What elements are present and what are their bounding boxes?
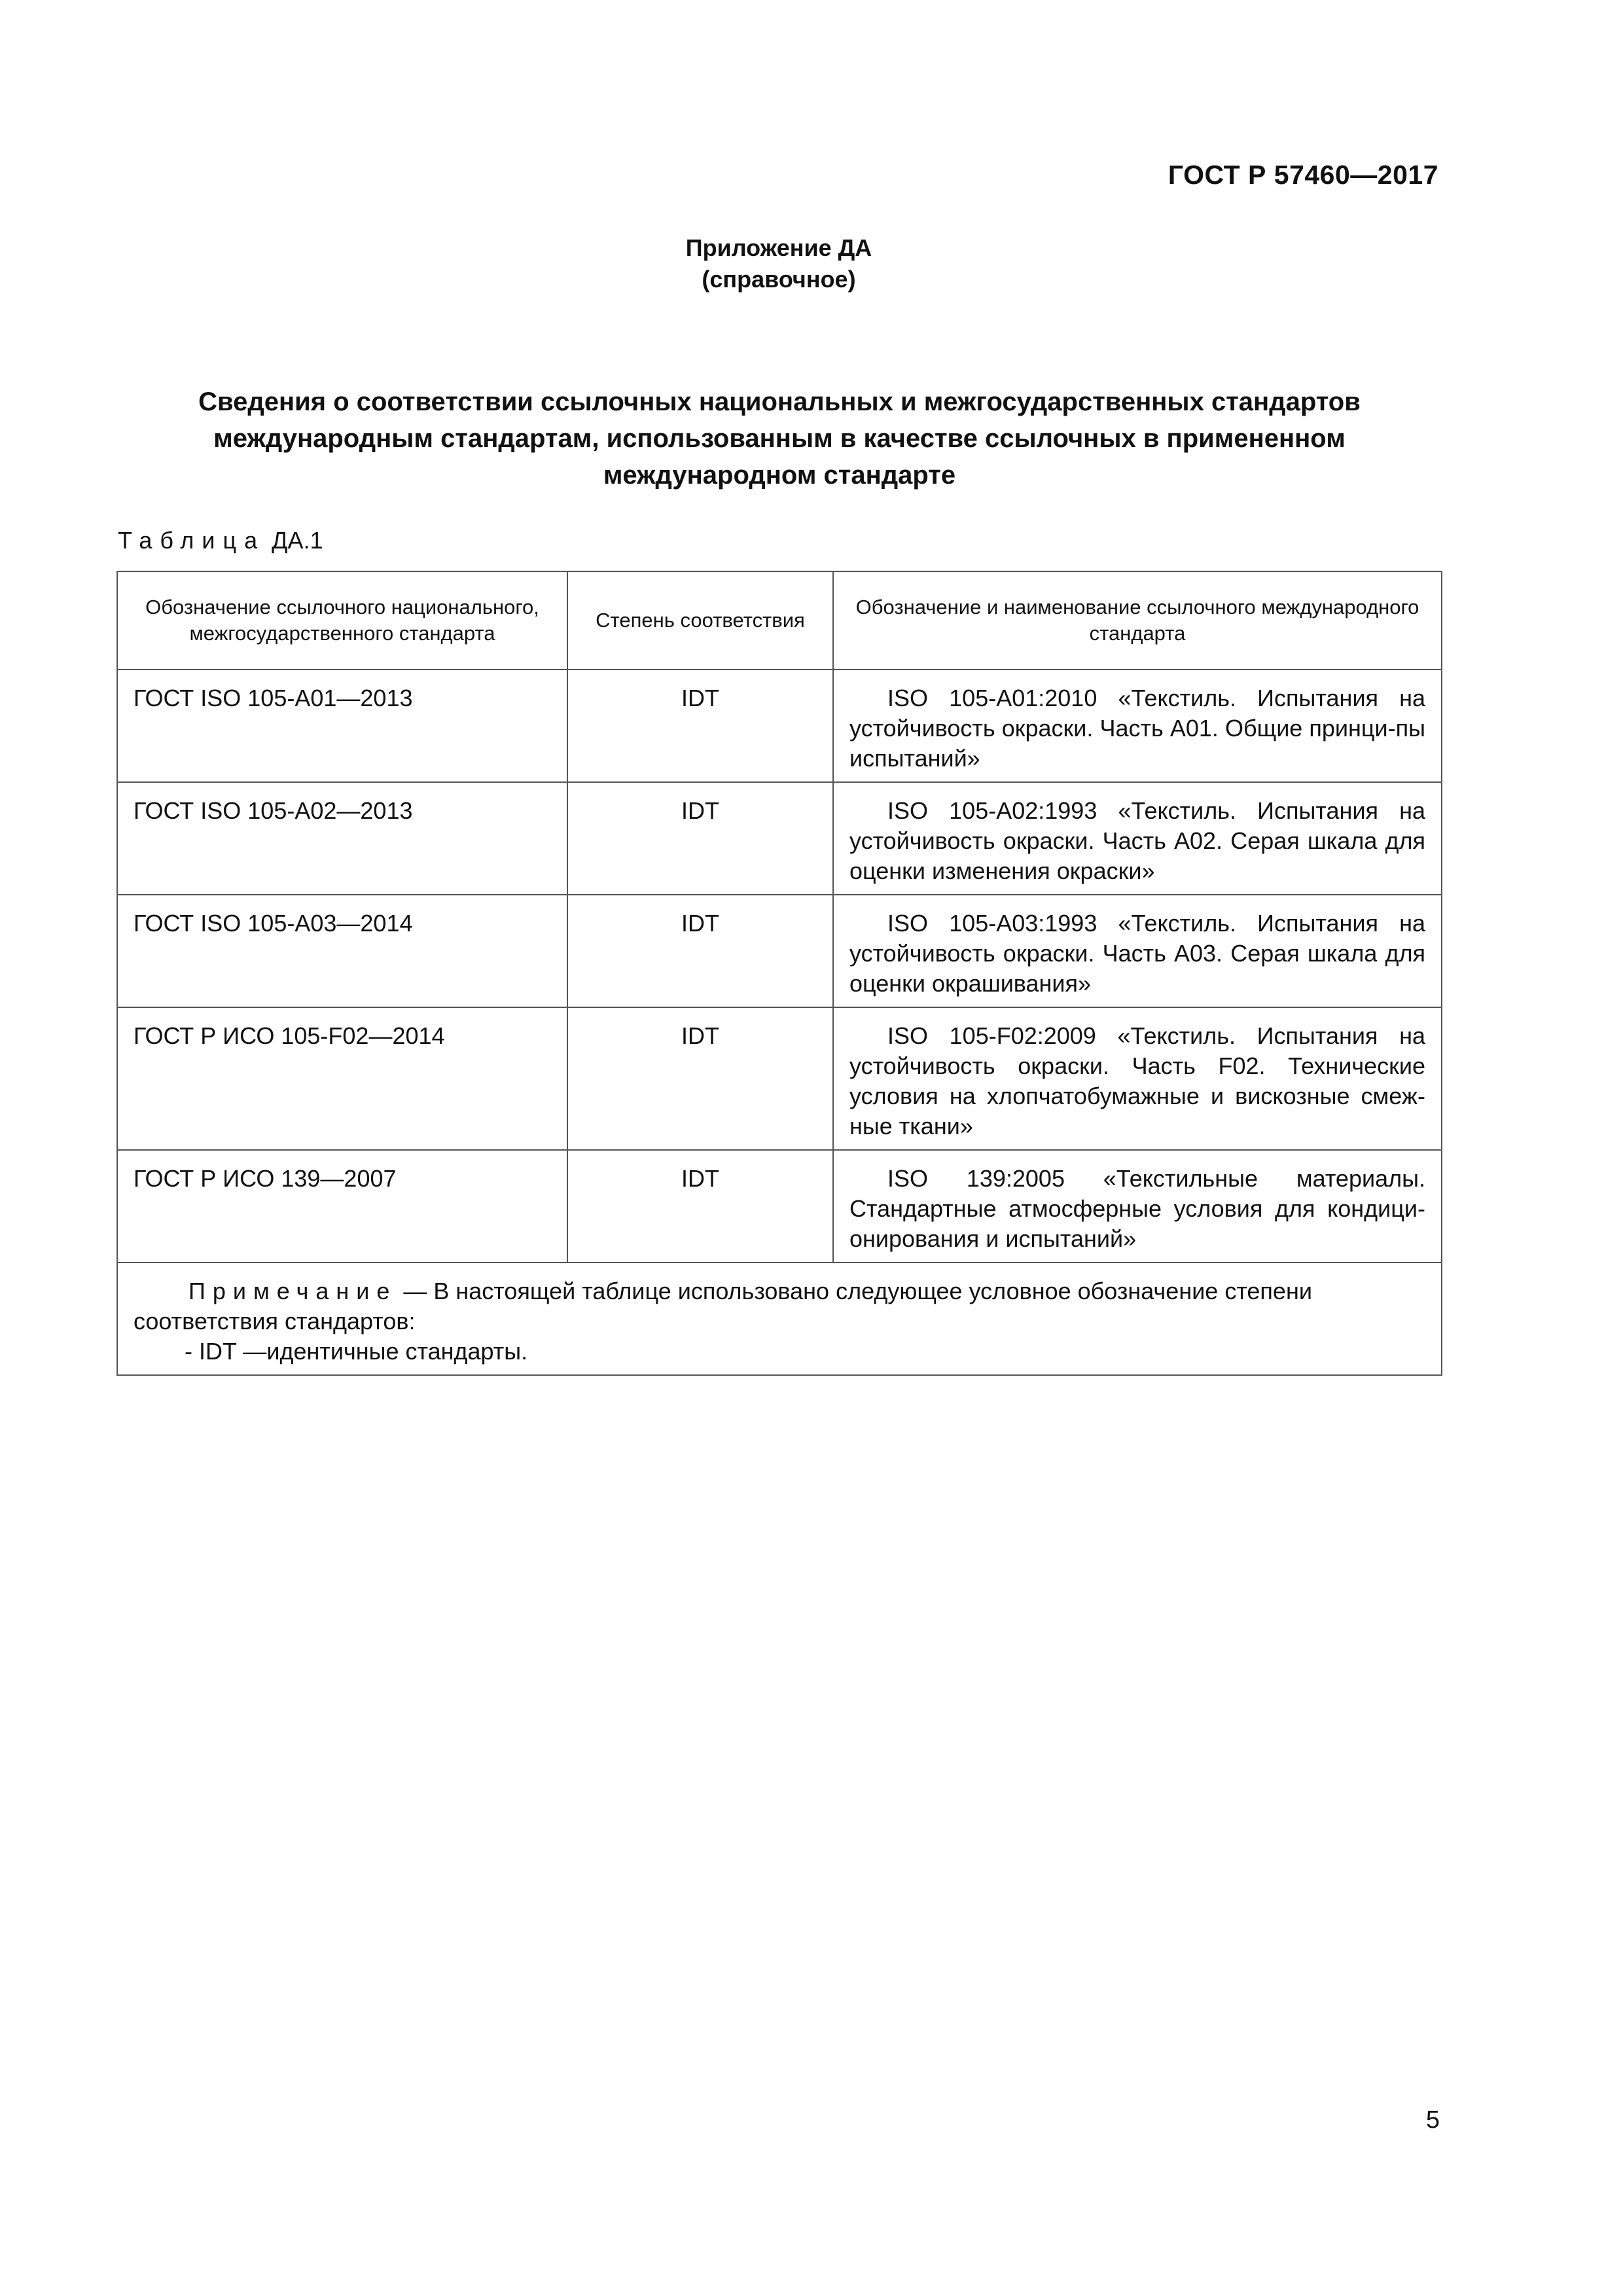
cell-international (833, 782, 1442, 895)
cell-international (833, 895, 1442, 1007)
standards-table (116, 571, 1442, 1376)
main-title-line: Сведения о соответствии ссылочных национальных и межгосударственных стандартов (198, 387, 1361, 416)
note-text: — В настоящей таблице использовано следующее условное обозначение степени соответствия стандартов: (134, 1278, 1312, 1335)
document-code: ГОСТ Р 57460—2017 (1168, 160, 1438, 190)
note-label: Примечание (188, 1278, 397, 1304)
cell-national: ГОСТ ISO 105-A02—2013 (117, 782, 567, 895)
table-row (117, 670, 1442, 782)
cell-international-text: ISO 139:2005 «Текстильные материалы. Стандартные атмосферные условия для кондици-онирования и испытаний» (849, 1165, 1425, 1252)
main-title-line: международным стандартам, использованным в качестве ссылочных в примененном (213, 424, 1346, 453)
cell-international-text: ISO 105-F02:2009 «Текстиль. Испытания на устойчивость окраски. Часть F02. Технические условия на хлопчатобумажные и вискозные смеж-ные ткани» (849, 1022, 1425, 1139)
note-text-line (134, 1276, 1425, 1336)
cell-degree: IDT (567, 670, 833, 782)
cell-international (833, 1007, 1442, 1150)
table-caption (118, 527, 323, 554)
cell-degree: IDT (567, 1150, 833, 1263)
table-caption-number: ДА.1 (272, 527, 323, 554)
cell-international-text: ISO 105-A02:1993 «Текстиль. Испытания на устойчивость окраски. Часть A02. Серая шкала для оценки изменения окраски» (849, 797, 1425, 884)
table-row (117, 1007, 1442, 1150)
header-degree: Степень соответствия (567, 571, 833, 670)
cell-international-text: ISO 105-A01:2010 «Текстиль. Испытания на устойчивость окраски. Часть A01. Общие принци-пы испытаний» (849, 685, 1425, 772)
cell-national: ГОСТ Р ИСО 139—2007 (117, 1150, 567, 1263)
page-number: 5 (1425, 2106, 1440, 2134)
note-item: - IDT —идентичные стандарты. (185, 1338, 528, 1365)
cell-international (833, 1150, 1442, 1263)
appendix-title: Приложение ДА (685, 234, 872, 261)
table-header-row (117, 571, 1442, 670)
table-row (117, 782, 1442, 895)
table-row (117, 895, 1442, 1007)
table-note (117, 1263, 1442, 1375)
cell-degree: IDT (567, 895, 833, 1007)
cell-national: ГОСТ ISO 105-A01—2013 (117, 670, 567, 782)
main-title (118, 384, 1441, 493)
header-international-standard: Обозначение и наименование ссылочного международного стандарта (833, 571, 1442, 670)
cell-international-text: ISO 105-A03:1993 «Текстиль. Испытания на устойчивость окраски. Часть A03. Серая шкала для оценки окрашивания» (849, 910, 1425, 997)
main-title-line: международном стандарте (603, 461, 956, 490)
cell-degree: IDT (567, 1007, 833, 1150)
table-row (117, 1150, 1442, 1263)
cell-national: ГОСТ Р ИСО 105-F02—2014 (117, 1007, 567, 1150)
table-note-row (117, 1263, 1442, 1375)
cell-national: ГОСТ ISO 105-A03—2014 (117, 895, 567, 1007)
cell-degree: IDT (567, 782, 833, 895)
appendix-heading (0, 232, 1558, 295)
appendix-subtitle: (справочное) (702, 266, 856, 293)
cell-international (833, 670, 1442, 782)
table-caption-word: Таблица (118, 527, 266, 554)
header-national-standard: Обозначение ссылочного национального, межгосударственного стандарта (117, 571, 567, 670)
